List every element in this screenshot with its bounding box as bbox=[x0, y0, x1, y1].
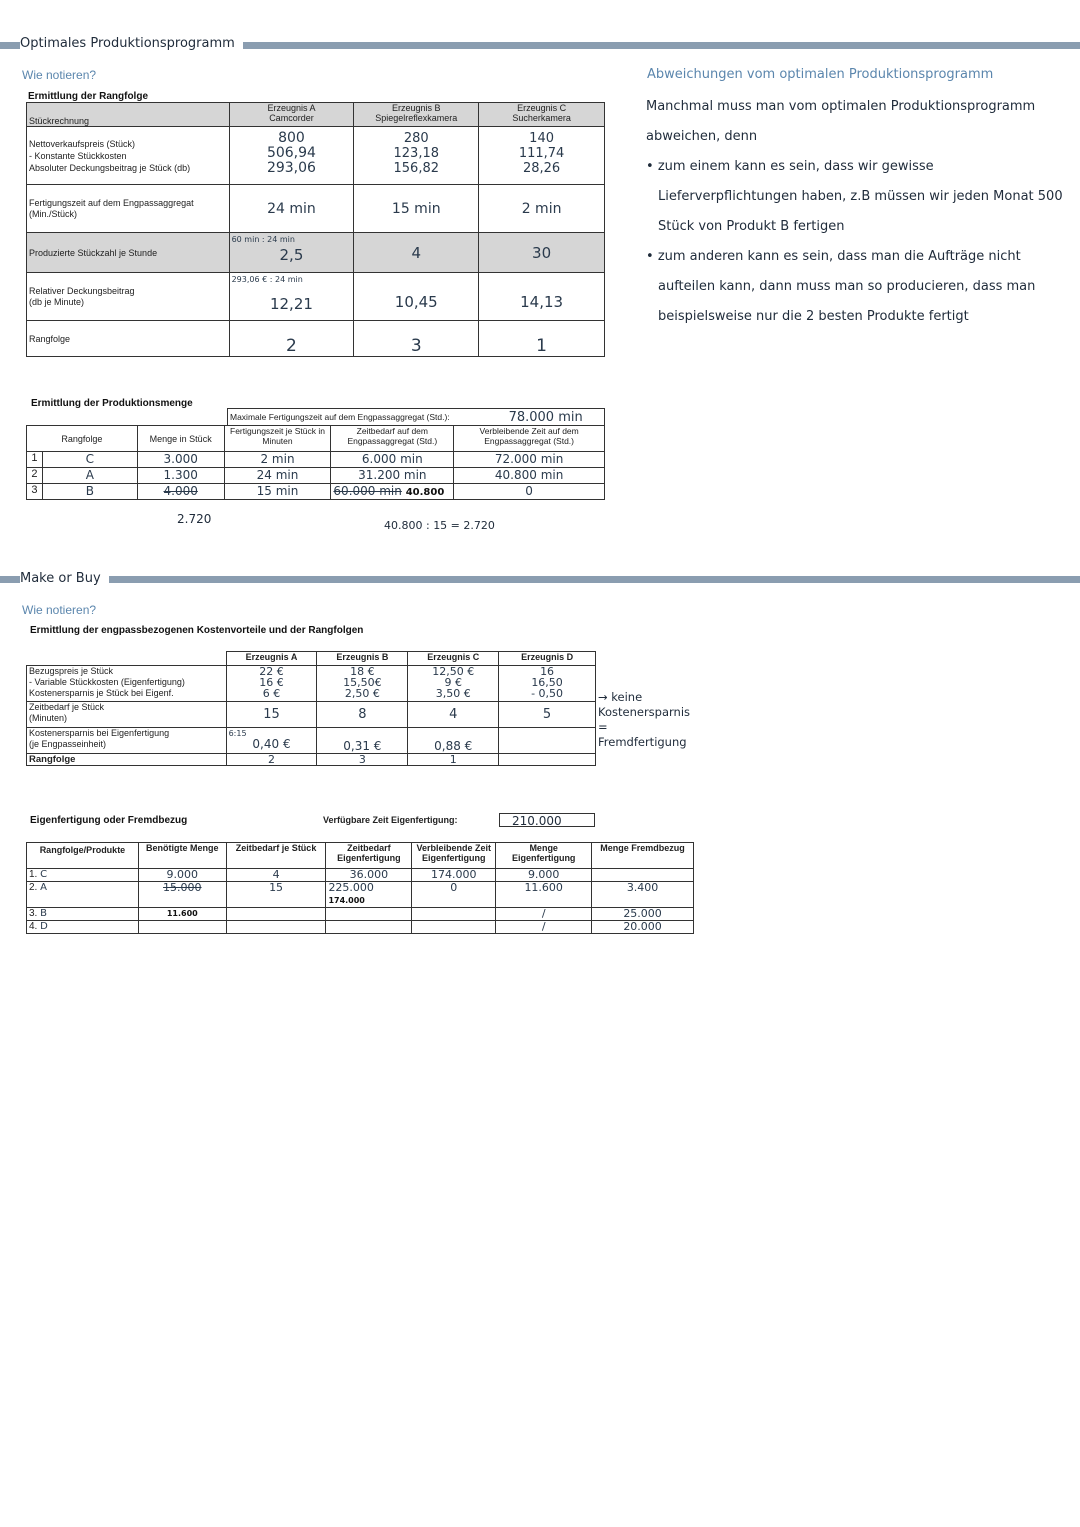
col-header: Menge Fremdbezug bbox=[592, 843, 694, 869]
time-cell: 4 bbox=[408, 702, 499, 728]
kostenvorteile-table bbox=[26, 651, 596, 766]
max-time-box bbox=[227, 408, 605, 426]
section-title: Optimales Produktionsprogramm bbox=[20, 36, 243, 51]
row-label: Nettoverkaufspreis (Stück) - Konstante Stückkosten Absoluter Deckungsbeitrag je Stück (db) bbox=[27, 127, 230, 185]
table-row: 1 C 3.000 2 min 6.000 min 72.000 min bbox=[27, 452, 605, 468]
table-row: 2. A 15.000 15 225.000 174.000 0 11.600 3.400 bbox=[27, 882, 694, 908]
side-note: → keine Kostenersparnis = Fremdfertigung bbox=[598, 690, 691, 749]
row-label: Relativer Deckungsbeitrag (db je Minute) bbox=[27, 273, 230, 321]
notes-body bbox=[646, 92, 1064, 332]
rel-cell: 10,45 bbox=[354, 273, 479, 321]
row-label: Rangfolge bbox=[27, 321, 230, 357]
qty-cell: 60 min : 24 min 2,5 bbox=[229, 233, 354, 273]
rel-cell: 293,06 € : 24 min 12,21 bbox=[229, 273, 354, 321]
rank-cell: 3 bbox=[354, 321, 479, 357]
col-header: Zeitbedarf Eigenfertigung bbox=[326, 843, 412, 869]
table-caption: Ermittlung der Produktionsmenge bbox=[31, 398, 193, 409]
time-cell: 15 min bbox=[354, 185, 479, 233]
correction-value: 174.000 bbox=[328, 896, 365, 905]
time-cell: 8 bbox=[317, 702, 408, 728]
rank-cell: 1 bbox=[479, 321, 605, 357]
cost-cell: 12,50 € 9 € 3,50 € bbox=[408, 666, 499, 702]
row-label: Zeitbedarf je Stück (Minuten) bbox=[27, 702, 227, 728]
kv-cell bbox=[499, 728, 596, 754]
table-caption: Eigenfertigung oder Fremdbezug bbox=[30, 815, 188, 826]
col-header: Menge in Stück bbox=[137, 426, 224, 452]
rank-cell: 2 bbox=[226, 754, 317, 766]
product-header: Erzeugnis C bbox=[408, 652, 499, 666]
product-header: Erzeugnis B Spiegelreflexkamera bbox=[354, 103, 479, 127]
max-time-label: Maximale Fertigungszeit auf dem Engpassaggregat (Std.): bbox=[228, 409, 507, 426]
time-cell: 2 min bbox=[479, 185, 605, 233]
time-cell: 15 bbox=[226, 702, 317, 728]
correction-value: 40.800 bbox=[405, 487, 445, 498]
col-header: Rangfolge bbox=[27, 426, 138, 452]
notes-title: Abweichungen vom optimalen Produktionsprogramm bbox=[647, 67, 994, 82]
available-time-value: 210.000 bbox=[499, 813, 595, 827]
row-label: Fertigungszeit auf dem Engpassaggregat (Min./Stück) bbox=[27, 185, 230, 233]
corrected-quantity: 2.720 bbox=[177, 512, 212, 526]
row-label: Bezugspreis je Stück - Variable Stückkosten (Eigenfertigung) Kostenersparnis je Stück bei Eigenf. bbox=[27, 666, 227, 702]
section-subtitle: Wie notieren? bbox=[22, 68, 97, 82]
qty-cell: 4 bbox=[354, 233, 479, 273]
price-cell: 140 111,74 28,26 bbox=[479, 127, 605, 185]
section-title: Make or Buy bbox=[20, 571, 109, 586]
kv-cell: 0,31 € bbox=[317, 728, 408, 754]
table-row: 4. D / 20.000 bbox=[27, 921, 694, 934]
col-header: Zeitbedarf auf dem Engpassaggregat (Std.) bbox=[331, 426, 454, 452]
kv-cell: 0,88 € bbox=[408, 728, 499, 754]
product-header: Erzeugnis A Camcorder bbox=[229, 103, 354, 127]
price-cell: 280 123,18 156,82 bbox=[354, 127, 479, 185]
table-caption: Ermittlung der engpassbezogenen Kostenvorteile und der Rangfolgen bbox=[30, 625, 364, 636]
qty-cell: 30 bbox=[479, 233, 605, 273]
notes-point: • zum einem kann es sein, dass wir gewisse Lieferverpflichtungen haben, z.B müssen wir jeden Monat 500 Stück von Produkt B fertigen bbox=[646, 159, 1063, 234]
product-header: Erzeugnis D bbox=[499, 652, 596, 666]
rel-cell: 14,13 bbox=[479, 273, 605, 321]
table-row: 3 B 4.000 15 min 60.000 min 40.800 0 bbox=[27, 484, 605, 500]
corner-cell: Stückrechnung bbox=[27, 103, 230, 127]
available-time-label: Verfügbare Zeit Eigenfertigung: bbox=[323, 815, 458, 825]
kv-cell: 6:15 0,40 € bbox=[226, 728, 317, 754]
max-time-value: 78.000 min bbox=[507, 409, 605, 426]
table-row: 1. C 9.000 4 36.000 174.000 9.000 bbox=[27, 869, 694, 882]
rank-cell bbox=[499, 754, 596, 766]
section-subtitle: Wie notieren? bbox=[22, 603, 97, 617]
col-header: Menge Eigenfertigung bbox=[496, 843, 592, 869]
col-header: Benötigte Menge bbox=[138, 843, 226, 869]
row-label: Kostenersparnis bei Eigenfertigung (je Engpasseinheit) bbox=[27, 728, 227, 754]
rank-cell: 1 bbox=[408, 754, 499, 766]
time-cell: 5 bbox=[499, 702, 596, 728]
col-header: Verbleibende Zeit auf dem Engpassaggregat (Std.) bbox=[454, 426, 605, 452]
product-header: Erzeugnis A bbox=[226, 652, 317, 666]
produktionsmenge-table bbox=[26, 425, 605, 500]
col-header: Rangfolge/Produkte bbox=[27, 843, 139, 869]
table-caption: Ermittlung der Rangfolge bbox=[28, 91, 148, 102]
col-header: Fertigungszeit je Stück in Minuten bbox=[224, 426, 331, 452]
table-row: 2 A 1.300 24 min 31.200 min 40.800 min bbox=[27, 468, 605, 484]
col-header: Zeitbedarf je Stück bbox=[226, 843, 326, 869]
section-divider bbox=[0, 576, 1080, 583]
rank-cell: 3 bbox=[317, 754, 408, 766]
time-cell: 24 min bbox=[229, 185, 354, 233]
cost-cell: 16 16,50 - 0,50 bbox=[499, 666, 596, 702]
product-header: Erzeugnis C Sucherkamera bbox=[479, 103, 605, 127]
cost-cell: 22 € 16 € 6 € bbox=[226, 666, 317, 702]
product-header: Erzeugnis B bbox=[317, 652, 408, 666]
table-row: 3. B 11.600 / 25.000 bbox=[27, 908, 694, 921]
empty-cell bbox=[27, 652, 227, 666]
price-cell: 800 506,94 293,06 bbox=[229, 127, 354, 185]
cost-cell: 18 € 15,50€ 2,50 € bbox=[317, 666, 408, 702]
col-header: Verbleibende Zeit Eigenfertigung bbox=[412, 843, 496, 869]
row-label: Produzierte Stückzahl je Stunde bbox=[27, 233, 230, 273]
eigenfertigung-table bbox=[26, 842, 694, 934]
rangfolge-table bbox=[26, 102, 605, 357]
notes-point: • zum anderen kann es sein, dass man die Aufträge nicht aufteilen kann, dann muss man so producieren, dass man beispielsweise nur die 2 besten Produkte fertigt bbox=[646, 249, 1036, 324]
rank-cell: 2 bbox=[229, 321, 354, 357]
calculation-note: 40.800 : 15 = 2.720 bbox=[384, 519, 495, 532]
notes-intro: Manchmal muss man vom optimalen Produktionsprogramm abweichen, denn bbox=[646, 99, 1036, 144]
row-label: Rangfolge bbox=[27, 754, 227, 766]
